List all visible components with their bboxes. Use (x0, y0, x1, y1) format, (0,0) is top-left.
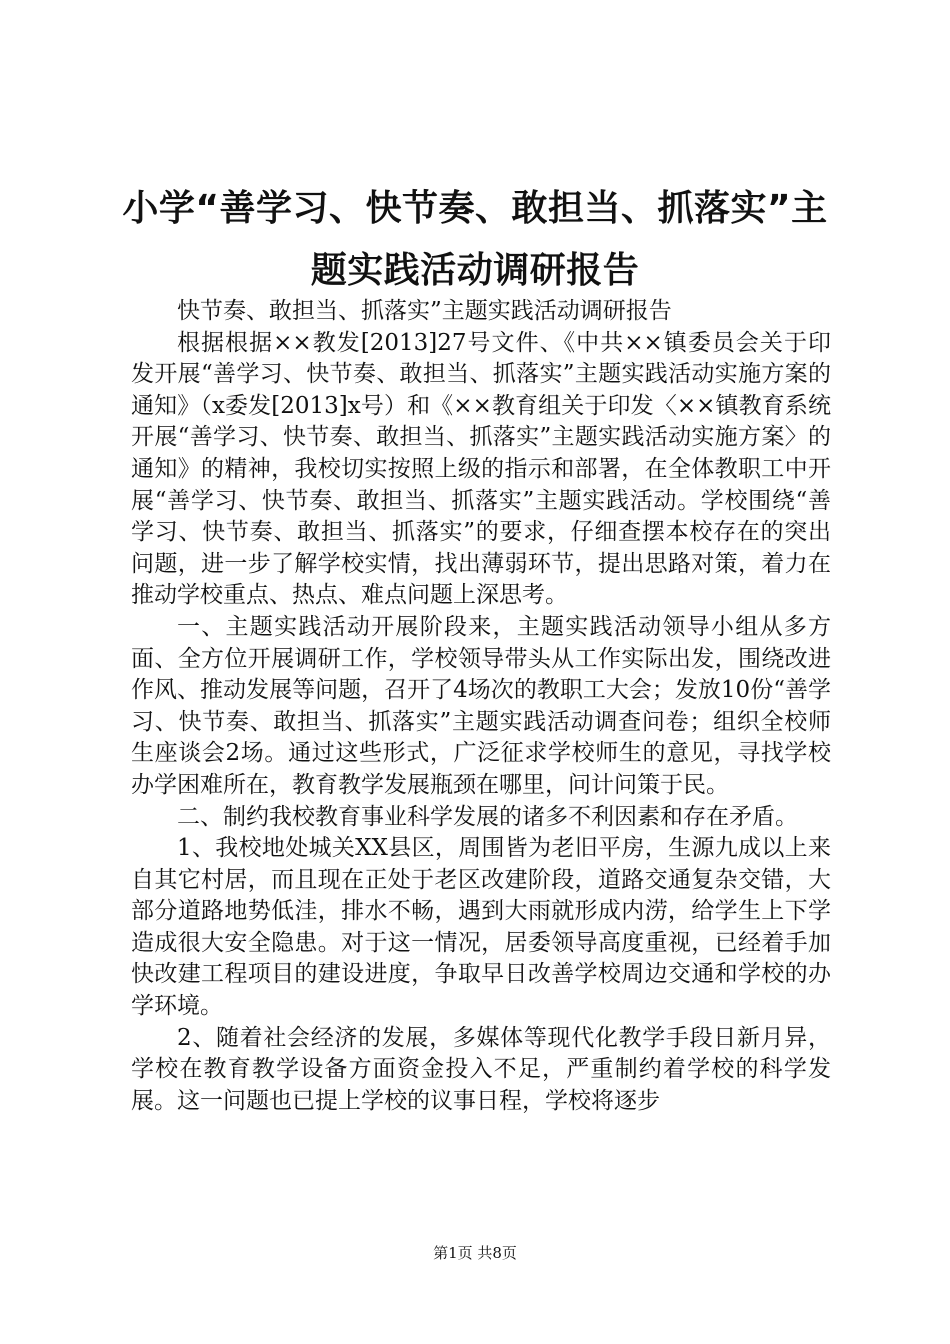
paragraph-section-1: 一、主题实践活动开展阶段来，主题实践活动领导小组从多方面、全方位开展调研工作，学校领导带头从工作实际出发，围绕改进作风、推动发展等问题，召开了4场次的教职工大会；发放10份“善学习、快节奏、敢担当、抓落实”主题实践活动调查问卷；组织全校师生座谈会2场。通过这些形式，广泛征求学校师生的意见，寻找学校办学困难所在，教育教学发展瓶颈在哪里，问计问策于民。 (131, 613, 831, 798)
paragraph-subtitle: 快节奏、敢担当、抓落实”主题实践活动调研报告 (177, 298, 672, 324)
document-body (131, 296, 831, 1117)
document-title: 小学“善学习、快节奏、敢担当、抓落实”主题实践活动调研报告 (122, 188, 828, 291)
paragraph-item-2: 2、随着社会经济的发展，多媒体等现代化教学手段日新月异，学校在教育教学设备方面资金投入不足，严重制约着学校的科学发展。这一问题也已提上学校的议事日程，学校将逐步 (131, 1024, 831, 1114)
paragraph-intro: 根据根据××教发[2013]27号文件、《中共××镇委员会关于印发开展“善学习、快节奏、敢担当、抓落实”主题实践活动实施方案的通知》（x委发[2013]x号）和《××教育组关于印发〈××镇教育系统开展“善学习、快节奏、敢担当、抓落实”主题实践活动实施方案〉的通知》的精神，我校切实按照上级的指示和部署，在全体教职工中开展“善学习、快节奏、敢担当、抓落实”主题实践活动。学校围绕“善学习、快节奏、敢担当、抓落实”的要求，仔细查摆本校存在的突出问题，进一步了解学校实情，找出薄弱环节，提出思路对策，着力在推动学校重点、热点、难点问题上深思考。 (131, 329, 831, 609)
paragraph-item-1: 1、我校地处城关XX县区，周围皆为老旧平房，生源九成以上来自其它村居，而且现在正处于老区改建阶段，道路交通复杂交错，大部分道路地势低洼，排水不畅，遇到大雨就形成内涝，给学生上下学造成很大安全隐患。对于这一情况，居委领导高度重视，已经着手加快改建工程项目的建设进度，争取早日改善学校周边交通和学校的办学环境。 (131, 835, 831, 1020)
paragraph-section-2: 二、制约我校教育事业科学发展的诸多不利因素和存在矛盾。 (177, 803, 798, 830)
page-footer: 第1页 共8页 (433, 1244, 517, 1262)
